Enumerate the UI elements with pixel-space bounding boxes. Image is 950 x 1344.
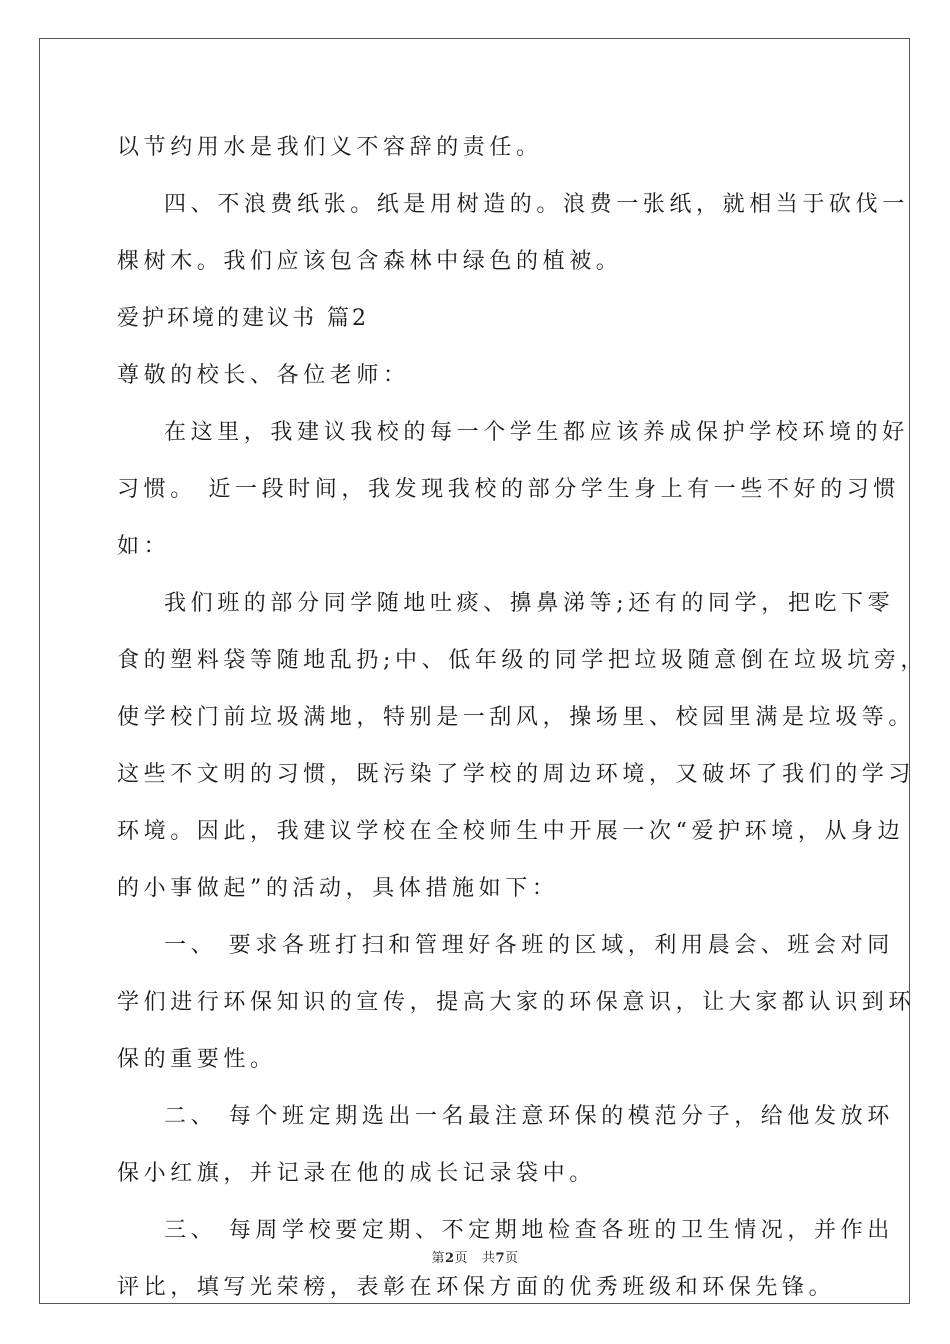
paragraph-line: 食的塑料袋等随地乱扔;中、低年级的同学把垃圾随意倒在垃圾坑旁， — [117, 648, 928, 673]
paragraph-line: 四、不浪费纸张。纸是用树造的。浪费一张纸，就相当于砍伐一 — [164, 192, 909, 217]
total-pages: 7 — [495, 1251, 506, 1266]
total-suffix: 页 — [505, 1251, 519, 1266]
list-item-line: 评比，填写光荣榜，表彰在环保方面的优秀班级和环保先锋。 — [117, 1275, 836, 1300]
page-prefix: 第 — [431, 1251, 445, 1266]
page-suffix: 页 — [454, 1251, 469, 1266]
list-item-line: 保的重要性。 — [117, 1047, 277, 1072]
section-heading: 爱护环境的建议书 篇2 — [117, 306, 369, 331]
paragraph-line: 如： — [117, 534, 171, 559]
paragraph-line: 使学校门前垃圾满地，特别是一刮风，操场里、校园里满是垃圾等。 — [117, 705, 916, 730]
list-item-line: 二、 每个班定期选出一名最注意环保的模范分子，给他发放环 — [164, 1104, 894, 1129]
page-number: 2 — [444, 1251, 455, 1266]
page-footer — [0, 1247, 950, 1266]
list-item-line: 学们进行环保知识的宣传，提高大家的环保意识，让大家都认识到环 — [117, 990, 916, 1015]
list-item-line: 三、 每周学校要定期、不定期地检查各班的卫生情况，并作出 — [164, 1218, 894, 1243]
document-body — [117, 126, 928, 1323]
list-item-line: 保小红旗，并记录在他的成长记录袋中。 — [117, 1161, 596, 1186]
paragraph-line: 的小事做起”的活动，具体措施如下： — [117, 876, 559, 901]
paragraph-line: 棵树木。我们应该包含森林中绿色的植被。 — [117, 249, 623, 274]
paragraph-line: 我们班的部分同学随地吐痰、擤鼻涕等;还有的同学，把吃下零 — [164, 591, 895, 616]
paragraph-line: 习惯。 近一段时间，我发现我校的部分学生身上有一些不好的习惯 — [117, 477, 900, 502]
paragraph-line: 在这里，我建议我校的每一个学生都应该养成保护学校环境的好 — [164, 420, 909, 445]
list-item-line: 一、 要求各班打扫和管理好各班的区域，利用晨会、班会对同 — [164, 933, 894, 958]
salutation: 尊敬的校长、各位老师： — [117, 363, 410, 388]
paragraph-line: 环境。因此，我建议学校在全校师生中开展一次“爱护环境，从身边 — [117, 819, 905, 844]
paragraph-line: 这些不文明的习惯，既污染了学校的周边环境，又破坏了我们的学习 — [117, 762, 916, 787]
paragraph-line: 以节约用水是我们义不容辞的责任。 — [117, 135, 543, 160]
total-prefix: 共 — [481, 1251, 496, 1266]
